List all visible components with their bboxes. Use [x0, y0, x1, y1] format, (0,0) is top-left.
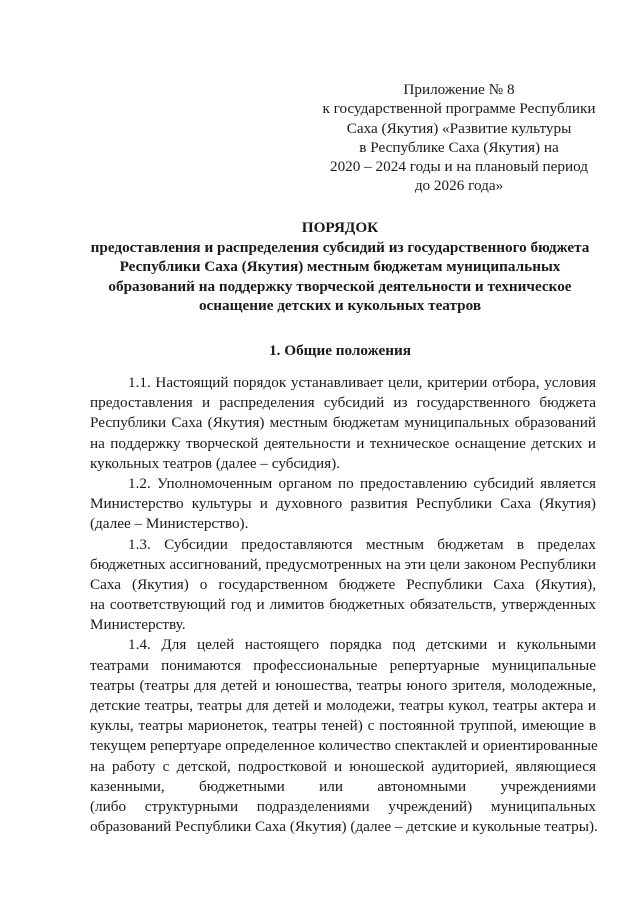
paragraph-line: образований Республики Саха (Якутия) (далее – детские и кукольные театры).	[90, 818, 598, 836]
paragraph-line: на соответствующий год и лимитов бюджетных обязательств, утвержденных	[90, 596, 596, 614]
paragraph-1-2	[90, 474, 596, 535]
title-heading: ПОРЯДОК	[301, 219, 379, 236]
paragraph-line: театрами понимаются профессиональные репертуарные муниципальные	[90, 656, 596, 674]
paragraph-line: 1.1. Настоящий порядок устанавливает цели, критерии отбора, условия	[128, 374, 596, 391]
paragraph-1-1	[90, 373, 596, 474]
paragraph-line: Саха (Якутия) о государственном бюджете Республики Саха (Якутия),	[90, 575, 596, 593]
paragraph-line: Министерству.	[90, 616, 186, 634]
paragraph-line: Республики Саха (Якутия) местным бюджетам муниципальных образований	[90, 414, 596, 432]
section-body	[90, 373, 596, 837]
paragraph-line: Министерство культуры и духовного развития Республики Саха (Якутия)	[90, 495, 596, 513]
document-title	[70, 218, 610, 316]
appendix-line: к государственной программе Республики	[322, 100, 596, 118]
paragraph-line: казенными, бюджетными или автономными учреждениями	[90, 777, 596, 795]
paragraph-line: на работу с детской, подростковой и юношеской аудиторией, являющиеся	[90, 757, 596, 775]
title-subtitle-line: оснащение детских и кукольных театров	[198, 297, 482, 314]
paragraph-1-3	[90, 535, 596, 636]
paragraph-line: (либо структурными подразделениями учреждений) муниципальных	[90, 797, 596, 815]
appendix-line: в Республике Саха (Якутия) на	[359, 138, 559, 156]
paragraph-line: кукольных театров (далее – субсидия).	[90, 454, 341, 472]
title-subtitle-line: образований на поддержку творческой деятельности и техническое	[108, 277, 572, 295]
appendix-line: до 2026 года»	[414, 177, 504, 195]
paragraph-line: театры (театры для детей и юношества, театры юного зрителя, молодежные,	[90, 676, 596, 694]
appendix-line: Саха (Якутия) «Развитие культуры	[346, 119, 572, 137]
paragraph-line: 1.4. Для целей настоящего порядка под детскими и кукольными	[128, 636, 596, 654]
paragraph-line: предоставления и распределения субсидий из государственного бюджета	[90, 394, 596, 412]
appendix-line: 2020 – 2024 годы и на плановый период	[329, 158, 588, 176]
paragraph-line: 1.2. Уполномоченным органом по предоставлению субсидий является	[128, 474, 596, 492]
paragraph-line: (далее – Министерство).	[90, 515, 249, 533]
title-subtitle-line: Республики Саха (Якутия) местным бюджетам муниципальных	[119, 258, 561, 275]
paragraph-line: куклы, театры марионеток, театры теней) с постоянной труппой, имеющие в	[90, 717, 596, 735]
paragraph-line: бюджетных ассигнований, предусмотренных на эти цели законом Республики	[90, 555, 596, 573]
section-heading: 1. Общие положения	[269, 342, 411, 359]
paragraph-line: на поддержку творческой деятельности и техническое оснащение детских и	[90, 434, 596, 452]
title-subtitle-line: предоставления и распределения субсидий из государственного бюджета	[90, 238, 590, 256]
appendix-line: Приложение № 8	[403, 81, 515, 98]
paragraph-line: 1.3. Субсидии предоставляются местным бюджетам в пределах	[128, 535, 596, 553]
paragraph-line: текущем репертуаре определенное количество спектаклей и ориентированные	[90, 737, 598, 755]
paragraph-1-4	[90, 635, 596, 837]
paragraph-line: детские театры, театры для детей и молодежи, театры кукол, театры актера и	[90, 697, 596, 714]
appendix-block	[300, 80, 618, 196]
